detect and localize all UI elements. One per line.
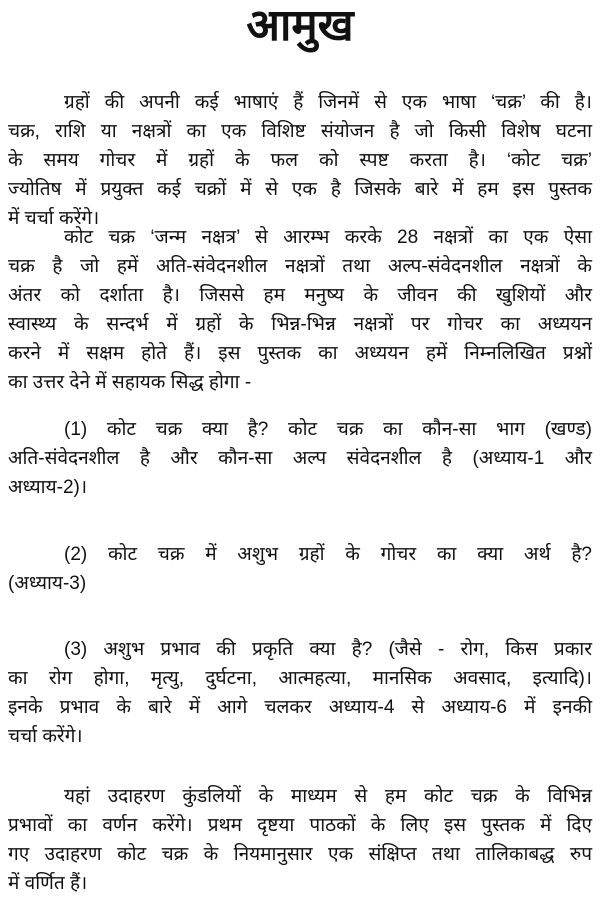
text-line: अंतर को दर्शाता है। जिससे हम मनुष्य के जीवन की खुशियों और (8, 285, 592, 306)
text-line: (अध्याय-3) (8, 573, 87, 594)
paragraph-examples (8, 782, 592, 898)
text-line: स्वास्थ्य के सन्दर्भ में ग्रहों के भिन्न-भिन्न नक्षत्रों पर गोचर का अध्ययन (8, 314, 592, 335)
text-line: (1) कोट चक्र क्या है? कोट चक्र का कौन-सा भाग (खण्ड) (64, 419, 592, 440)
text-line: ग्रहों की अपनी कई भाषाएं हैं जिनमें से एक भाषा ‘चक्र’ की है। (64, 92, 592, 113)
text-line: में वर्णित हैं। (8, 873, 88, 894)
question-1 (8, 415, 592, 502)
text-line: प्रभावों का वर्णन करेंगे। प्रथम दृष्टया पाठकों के लिए इस पुस्तक में दिए (8, 815, 592, 836)
text-line: में चर्चा करेंगे। (8, 208, 100, 229)
text-line: (2) कोट चक्र में अशुभ ग्रहों के गोचर का क्या अर्थ है? (64, 544, 592, 565)
page-title: आमुख (246, 1, 354, 50)
text-line: कोट चक्र ‘जन्म नक्षत्र’ से आरम्भ करके 28 नक्षत्रों का एक ऐसा (64, 227, 592, 248)
text-line: के समय गोचर में ग्रहों के फल को स्पष्ट करता है। ‘कोट चक्र’ (8, 150, 592, 171)
question-2 (8, 540, 592, 598)
text-line: चक्र, राशि या नक्षत्रों का एक विशिष्ट संयोजन है जो किसी विशेष घटना (8, 121, 592, 142)
text-line: अध्याय-2)। (8, 477, 88, 498)
text-line: यहां उदाहरण कुंडलियों के माध्यम से हम कोट चक्र के विभिन्न (64, 786, 592, 807)
text-line: ज्योतिष में प्रयुक्त कई चक्रों में से एक है जिसके बारे में हम इस पुस्तक (8, 179, 592, 200)
text-line: इनके प्रभाव के बारे में आगे चलकर अध्याय-4 से अध्याय-6 में इनकी (8, 697, 592, 718)
paragraph-intro (8, 88, 592, 233)
text-line: का उत्तर देने में सहायक सिद्ध होगा - (8, 372, 252, 393)
question-3 (8, 635, 592, 751)
text-line: अति-संवेदनशील है और कौन-सा अल्प संवेदनशील है (अध्याय-1 और (8, 448, 592, 469)
text-line: गए उदाहरण कोट चक्र के नियमानुसार एक संक्षिप्त तथा तालिकाबद्ध रुप (8, 844, 592, 865)
paragraph-kota-chakra (8, 223, 592, 397)
text-line: (3) अशुभ प्रभाव की प्रकृति क्या है? (जैसे - रोग, किस प्रकार (64, 639, 592, 660)
text-line: करने में सक्षम होते हैं। इस पुस्तक का अध्ययन हमें निम्नलिखित प्रश्नों (8, 343, 592, 364)
text-line: का रोग होगा, मृत्यु, दुर्घटना, आत्महत्या, मानसिक अवसाद, इत्यादि)। (8, 668, 592, 689)
text-line: चक्र है जो हमें अति-संवेदनशील नक्षत्रों तथा अल्प-संवेदनशील नक्षत्रों के (8, 256, 592, 277)
text-line: चर्चा करेंगे। (8, 726, 83, 747)
